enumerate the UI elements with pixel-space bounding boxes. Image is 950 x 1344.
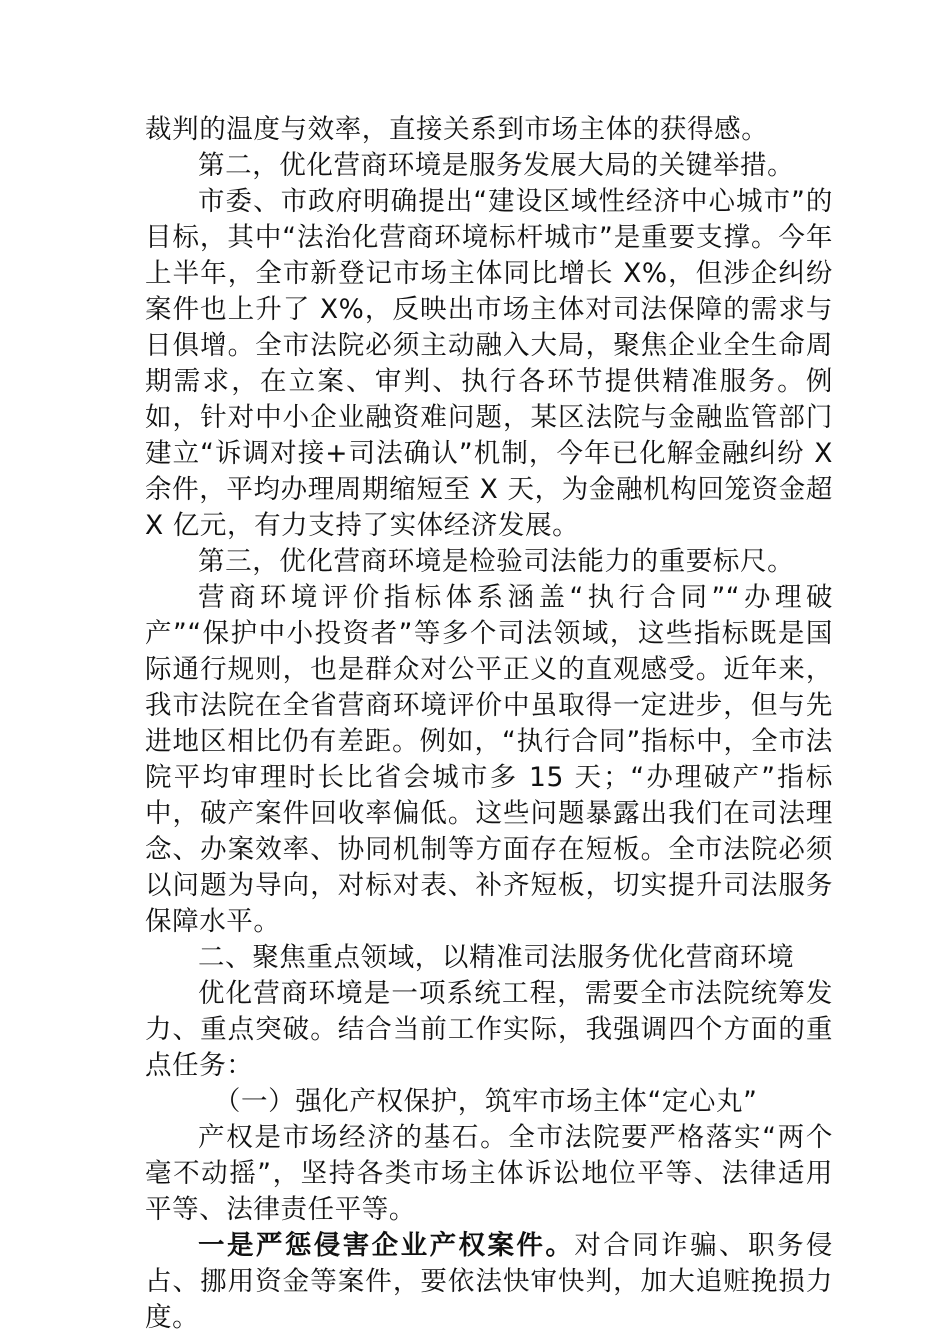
paragraph-point-three-heading: 第三，优化营商环境是检验司法能力的重要标尺。 xyxy=(198,546,795,577)
paragraph-section-two-intro: 优化营商环境是一项系统工程，需要全市法院统筹发力、重点突破。结合当前工作实际，我强调四个方面的重点任务： xyxy=(145,978,833,1081)
paragraph-property-rights: 产权是市场经济的基石。全市法院要严格落实“两个毫不动摇”，坚持各类市场主体诉讼地位平等、法律适用平等、法律责任平等。 xyxy=(145,1122,833,1225)
document-body xyxy=(145,112,833,1336)
subsection-heading-one: （一）强化产权保护，筑牢市场主体“定心丸” xyxy=(213,1086,758,1117)
paragraph-point-two-body: 市委、市政府明确提出“建设区域性经济中心城市”的目标，其中“法治化营商环境标杆城市”是重要支撑。今年上半年，全市新登记市场主体同比增长 X%，但涉企纠纷案件也上升了 X%，反映出市场主体对司法保障的需求与日俱增。全市法院必须主动融入大局，聚焦企业全生命周期需求，在立案、审判、执行各环节提供精准服务。例如，针对中小企业融资难问题，某区法院与金融监管部门建立“诉调对接+司法确认”机制，今年已化解金融纠纷 X 余件，平均办理周期缩短至 X 天，为金融机构回笼资金超 X 亿元，有力支持了实体经济发展。 xyxy=(145,186,833,541)
paragraph-lead-bold: 一是严惩侵害企业产权案件。 xyxy=(198,1230,575,1261)
section-heading-two: 二、聚焦重点领域，以精准司法服务优化营商环境 xyxy=(198,942,795,973)
paragraph-point-two-heading: 第二，优化营商环境是服务发展大局的关键举措。 xyxy=(198,150,795,181)
paragraph-continuation: 裁判的温度与效率，直接关系到市场主体的获得感。 xyxy=(145,114,769,145)
paragraph-lead-body: 对合同诈骗、职务侵占、挪用资金等案件，要依法快审快判，加大追赃挽损力度。 xyxy=(145,1230,833,1333)
paragraph-first-measure xyxy=(145,1228,833,1336)
paragraph-point-three-body: 营商环境评价指标体系涵盖“执行合同”“办理破产”“保护中小投资者”等多个司法领域，这些指标既是国际通行规则，也是群众对公平正义的直观感受。近年来，我市法院在全省营商环境评价中虽取得一定进步，但与先进地区相比仍有差距。例如，“执行合同”指标中，全市法院平均审理时长比省会城市多 15 天；“办理破产”指标中，破产案件回收率偏低。这些问题暴露出我们在司法理念、办案效率、协同机制等方面存在短板。全市法院必须以问题为导向，对标对表、补齐短板，切实提升司法服务保障水平。 xyxy=(145,582,833,937)
